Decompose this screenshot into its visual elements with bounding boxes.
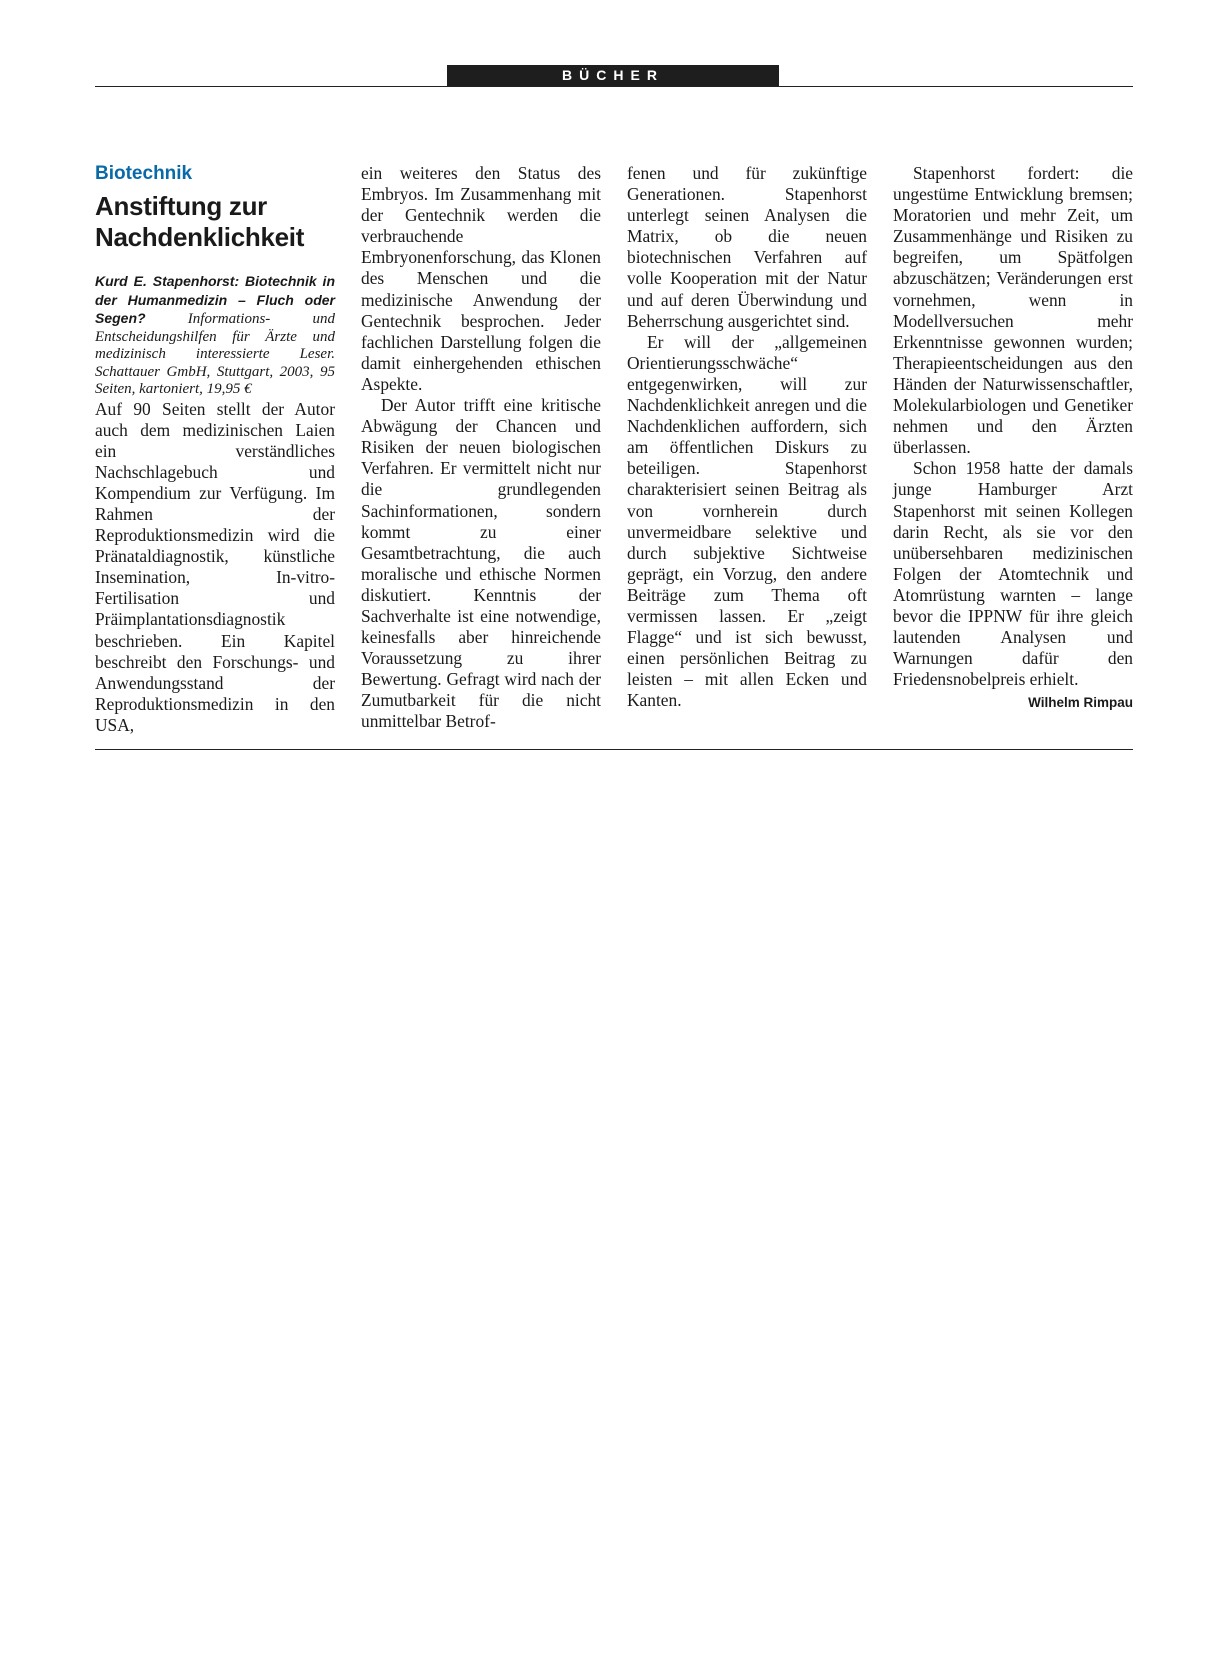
citation-title: Kurd E. Stapenhorst: Biotechnik in der Humanmedizin – Fluch oder Segen? (95, 273, 335, 326)
headline-line-1: Anstiftung zur (95, 191, 267, 221)
column-4 (893, 163, 1133, 713)
top-divider (95, 86, 1133, 87)
body-paragraph (893, 458, 1133, 711)
column-1 (95, 163, 335, 736)
section-header-tab: BÜCHER (447, 65, 779, 86)
body-paragraph: Stapenhorst fordert: die ungestüme Entwicklung bremsen; Moratorien und mehr Zeit, um Zusammenhänge und Risiken zu begreifen, um Spätfolgen abzuschätzen; Veränderungen erst vornehmen, wenn in Modellversuchen mehr Erkenntnisse gewonnen wurden; Therapieentscheidungen aus den Händen der Naturwissenschaftler, Molekularbiologen und Genetiker nehmen und den Ärzten überlassen. (893, 163, 1133, 458)
body-paragraph: fenen und für zukünftige Generationen. Stapenhorst unterlegt seinen Analysen die Matrix, ob die neuen biotechnischen Verfahren auf volle Kooperation mit der Natur und auf deren Überwindung und Beherrschung ausgerichtet sind. (627, 163, 867, 331)
body-paragraph: Der Autor trifft eine kritische Abwägung der Chancen und Risiken der neuen biologischen Verfahren. Er vermittelt nicht nur die grundlegenden Sachinformationen, sondern kommt zu einer Gesamtbetrachtung, die auch moralische und ethische Normen diskutiert. Kenntnis der Sachverhalte ist eine notwendige, keinesfalls aber hinreichende Voraussetzung zu ihrer Bewertung. Gefragt wird nach der Zumutbarkeit für die nicht unmittelbar Betrof- (361, 395, 601, 732)
article-headline (95, 191, 335, 253)
book-citation (95, 273, 335, 399)
author-signature: Wilhelm Rimpau (1028, 695, 1133, 711)
headline-line-2: Nachdenklichkeit (95, 222, 305, 252)
body-paragraph: Er will der „allgemeinen Orientierungsschwäche“ entgegenwirken, will zur Nachdenklichkeit anregen und die Nachdenklichen auffordern, sich am öffentlichen Diskurs zu beteiligen. Stapenhorst charakterisiert seinen Beitrag als von vornherein durch unvermeidbare selektive und durch subjektive Sichtweise geprägt, ein Vorzug, den andere Beiträge zum Thema oft vermissen lassen. Er „zeigt Flagge“ und ist sich bewusst, einen persönlichen Beitrag zu leisten – mit allen Ecken und Kanten. (627, 331, 867, 711)
column-3 (627, 163, 867, 711)
body-paragraph: ein weiteres den Status des Embryos. Im Zusammenhang mit der Gentechnik werden die verbrauchende Embryonenforschung, das Klonen des Menschen und die medizinische Anwendung der Gentechnik besprochen. Jeder fachlichen Darstellung folgen die damit einhergehenden ethischen Aspekte. (361, 163, 601, 394)
body-paragraph: Auf 90 Seiten stellt der Autor auch dem medizinischen Laien ein verständliches Nachschlagebuch und Kompendium zur Verfügung. Im Rahmen der Reproduktionsmedizin wird die Pränataldiagnostik, künstliche Insemination, In-vitro-Fertilisation und Präimplantationsdiagnostik beschrieben. Ein Kapitel beschreibt den Forschungs- und Anwendungsstand der Reproduktionsmedizin in den USA, (95, 398, 335, 735)
column-2 (361, 163, 601, 733)
bottom-divider (95, 749, 1133, 750)
citation-details: Informations- und Entscheidungshilfen für Ärzte und medizinisch interessierte Leser. Schattauer GmbH, Stuttgart, 2003, 95 Seiten, kartoniert, 19,95 € (95, 311, 335, 397)
article-kicker: Biotechnik (95, 163, 193, 184)
closing-paragraph-text: Schon 1958 hatte der damals junge Hamburger Arzt Stapenhorst mit seinen Kollegen darin Recht, als sie vor den unübersehbaren medizinischen Folgen der Atomtechnik und Atomrüstung warnten – lange bevor die IPPNW für ihre gleich lautenden Analysen und Warnungen dafür den Friedensnobelpreis erhielt. (893, 458, 1133, 690)
